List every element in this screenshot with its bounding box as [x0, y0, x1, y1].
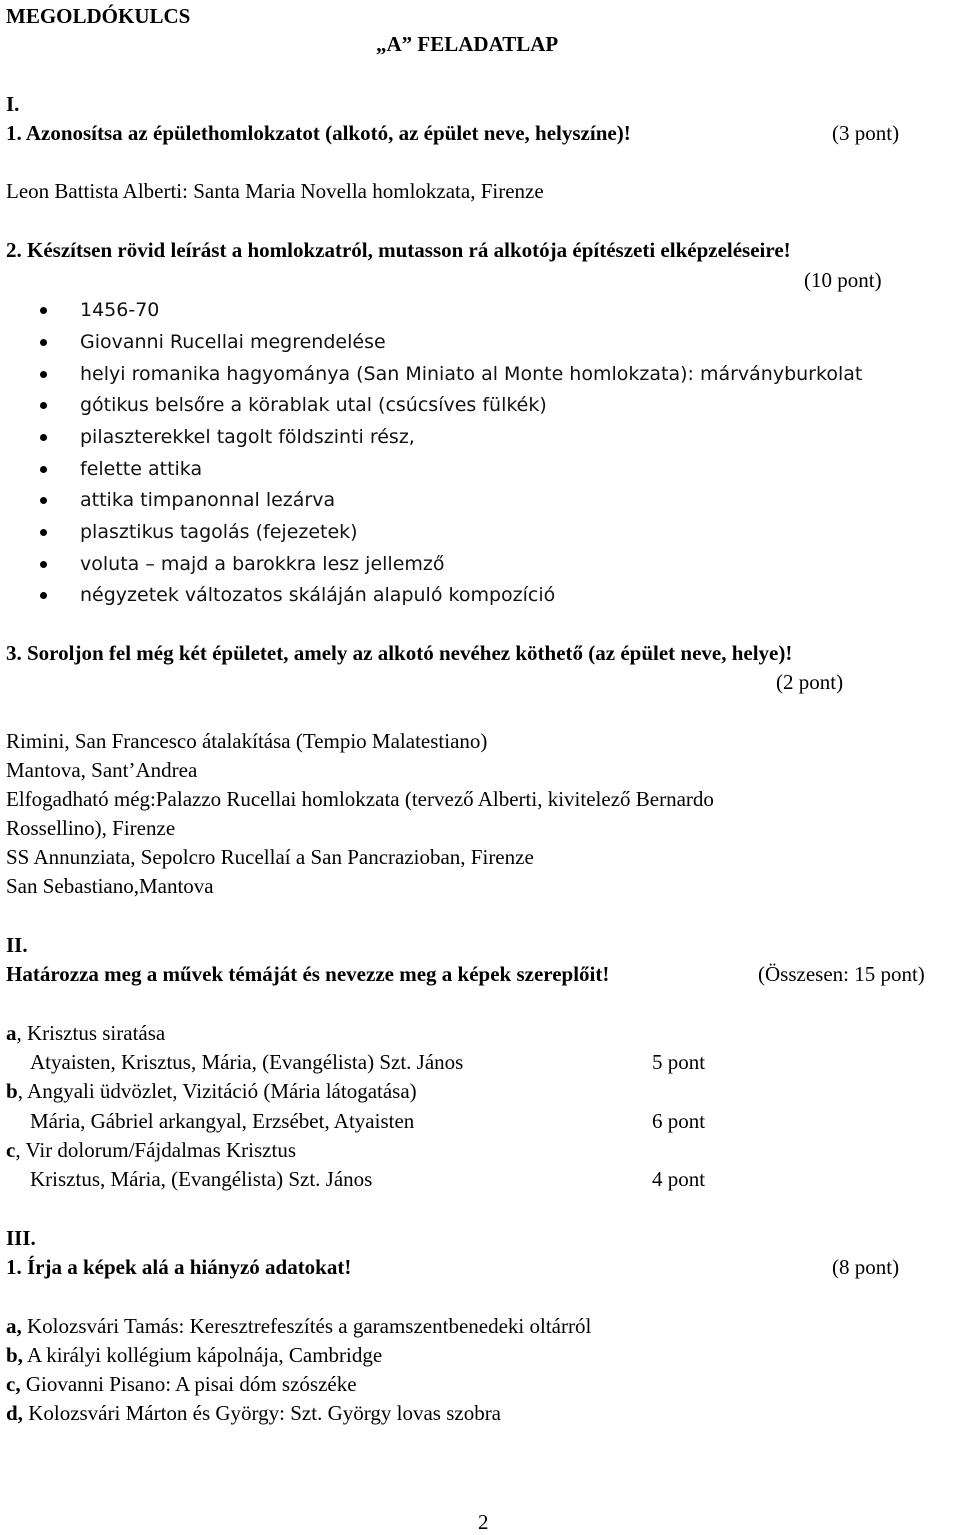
question-3-1: 1. Írja a képek alá a hiányzó adatokat! — [6, 1255, 352, 1279]
answer-a-letter: a, — [6, 1314, 22, 1338]
doc-title: MEGOLDÓKULCS — [6, 4, 191, 28]
answer-c — [6, 1371, 357, 1397]
list-item: felette attika — [80, 458, 203, 480]
artwork-c-figures: Krisztus, Mária, (Evangélista) Szt. János — [30, 1167, 373, 1191]
artwork-a-title — [6, 1020, 165, 1046]
bullet-icon — [40, 307, 47, 314]
list-item: attika timpanonnal lezárva — [80, 489, 336, 511]
section-2-total-points: (Összesen: 15 pont) — [758, 962, 925, 986]
artwork-c-letter: c — [6, 1138, 16, 1162]
list-item: gótikus belsőre a körablak utal (csúcsíves fülkék) — [80, 394, 547, 416]
artwork-a-figures: Atyaisten, Krisztus, Mária, (Evangélista) Szt. János — [30, 1050, 464, 1074]
artwork-a-letter: a — [6, 1021, 17, 1045]
answer-c-letter: c, — [6, 1372, 21, 1396]
bullet-icon — [40, 371, 47, 378]
page-number: 2 — [478, 1510, 489, 1534]
section-1-numeral: I. — [6, 92, 20, 116]
section-3-numeral: III. — [6, 1226, 36, 1250]
list-item: Giovanni Rucellai megrendelése — [80, 331, 386, 353]
answer-b-text: A királyi kollégium kápolnája, Cambridge — [22, 1343, 383, 1367]
artwork-a-points: 5 pont — [652, 1050, 706, 1074]
list-item: 1456-70 — [80, 299, 160, 321]
answer-b-letter: b, — [6, 1343, 23, 1367]
section-2-instruction: Határozza meg a művek témáját és nevezze meg a képek szereplőit! — [6, 962, 610, 986]
question-1-2: 2. Készítsen rövid leírást a homlokzatról, mutasson rá alkotója építészeti elképzeléseire! — [6, 238, 791, 262]
artwork-c-title — [6, 1137, 296, 1163]
answer-a-text: Kolozsvári Tamás: Keresztrefeszítés a garamszentbenedeki oltárról — [21, 1314, 592, 1338]
bullet-icon — [40, 339, 47, 346]
artwork-b-figures: Mária, Gábriel arkangyal, Erzsébet, Atyaisten — [30, 1109, 415, 1133]
bullet-icon — [40, 466, 47, 473]
artwork-c-points: 4 pont — [652, 1167, 706, 1191]
answer-c-text: Giovanni Pisano: A pisai dóm szószéke — [20, 1372, 357, 1396]
answer-d — [6, 1400, 501, 1426]
bullet-icon — [40, 497, 47, 504]
list-item: négyzetek változatos skáláján alapuló kompozíció — [80, 584, 556, 606]
question-1-1-points: (3 pont) — [832, 121, 900, 145]
artwork-b-theme: , Angyali üdvözlet, Vizitáció (Mária látogatása) — [17, 1079, 417, 1103]
answer-line: Mantova, Sant’Andrea — [6, 758, 198, 782]
question-1-3: 3. Soroljon fel még két épületet, amely az alkotó nevéhez köthető (az épület neve, helye)! — [6, 641, 793, 665]
bullet-icon — [40, 529, 47, 536]
artwork-b-points: 6 pont — [652, 1109, 706, 1133]
answer-line: San Sebastiano,Mantova — [6, 874, 214, 898]
artwork-c-theme: , Vir dolorum/Fájdalmas Krisztus — [15, 1138, 296, 1162]
answer-line: Elfogadható még:Palazzo Rucellai homlokzata (tervező Alberti, kivitelező Bernardo — [6, 787, 714, 811]
answer-d-text: Kolozsvári Márton és György: Szt. György lovas szobra — [22, 1401, 502, 1425]
artwork-b-title — [6, 1078, 417, 1104]
question-1-1: 1. Azonosítsa az épülethomlokzatot (alkotó, az épület neve, helyszíne)! — [6, 121, 631, 145]
answer-line: SS Annunziata, Sepolcro Rucellaí a San Pancrazioban, Firenze — [6, 845, 534, 869]
artwork-b-letter: b — [6, 1079, 18, 1103]
answer-line: Rimini, San Francesco átalakítása (Tempio Malatestiano) — [6, 729, 488, 753]
answer-d-letter: d, — [6, 1401, 23, 1425]
artwork-a-theme: , Krisztus siratása — [16, 1021, 166, 1045]
answer-1-1: Leon Battista Alberti: Santa Maria Novella homlokzata, Firenze — [6, 179, 544, 203]
answer-b — [6, 1342, 382, 1368]
section-2-numeral: II. — [6, 933, 28, 957]
list-item: voluta – majd a barokkra lesz jellemző — [80, 553, 445, 575]
answer-line: Rossellino), Firenze — [6, 816, 176, 840]
question-1-2-points: (10 pont) — [804, 268, 882, 292]
bullet-icon — [40, 592, 47, 599]
worksheet-label: „A” FELADATLAP — [376, 32, 559, 56]
bullet-icon — [40, 402, 47, 409]
question-3-1-points: (8 pont) — [832, 1255, 900, 1279]
list-item: plasztikus tagolás (fejezetek) — [80, 521, 358, 543]
question-1-3-points: (2 pont) — [776, 670, 844, 694]
list-item: helyi romanika hagyománya (San Miniato al Monte homlokzata): márványburkolat — [80, 363, 863, 385]
answer-a — [6, 1313, 591, 1339]
bullet-icon — [40, 561, 47, 568]
bullet-icon — [40, 434, 47, 441]
list-item: pilaszterekkel tagolt földszinti rész, — [80, 426, 415, 448]
